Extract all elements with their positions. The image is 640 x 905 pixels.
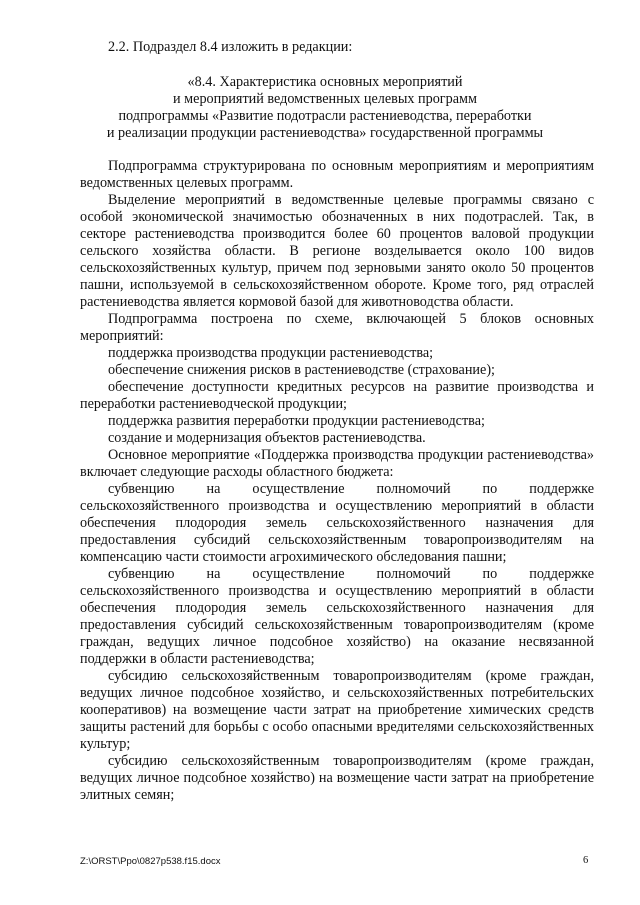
section-note: 2.2. Подраздел 8.4 изложить в редакции: <box>108 39 353 55</box>
list-item: обеспечение снижения рисков в растениеводстве (страхование); <box>108 362 495 378</box>
paragraph: Подпрограмма построена по схеме, включающей 5 блоков основных мероприятий: <box>80 311 594 344</box>
list-item: субвенцию на осуществление полномочий по поддержке сельскохозяйственного производства и осуществлению мероприятий в области обеспечения плодородия земель сельскохозяйственного назначения для предоставления субсидий сельскохозяйственным товаропроизводителям на компенсацию части стоимости агрохимического обследования пашни; <box>80 481 594 565</box>
document-body <box>80 158 594 804</box>
heading-line-3: подпрограммы «Развитие подотрасли растениеводства, переработки <box>118 108 532 124</box>
list-item: субсидию сельскохозяйственным товаропроизводителям (кроме граждан, ведущих личное подсобное хозяйство) на возмещение части затрат на приобретение элитных семян; <box>80 753 594 803</box>
list-item: создание и модернизация объектов растениеводства. <box>108 430 426 446</box>
paragraph: Выделение мероприятий в ведомственные целевые программы связано с особой экономической значимостью обозначенных в них подотраслей. Так, в секторе растениеводства производится более 60 процентов валовой продукции сельского хозяйства области. В регионе возделывается около 100 видов сельскохозяйственных культур, причем под зерновыми занято около 50 процентов пашни, используемой в сельскохозяйственном обороте. Кроме того, ряд отраслей растениеводства является кормовой базой для животноводства области. <box>80 192 594 310</box>
paragraph: Подпрограмма структурирована по основным мероприятиям и мероприятиям ведомственных целевых программ. <box>80 158 594 191</box>
list-item: субсидию сельскохозяйственным товаропроизводителям (кроме граждан, ведущих личное подсобное хозяйство, и сельскохозяйственных потребительских кооперативов) на возмещение части затрат на приобретение химических средств защиты растений для борьбы с особо опасными вредителями сельскохозяйственных культур; <box>80 668 594 752</box>
list-item: обеспечение доступности кредитных ресурсов на развитие производства и переработки растениеводческой продукции; <box>80 379 594 412</box>
list-item: поддержка производства продукции растениеводства; <box>108 345 434 361</box>
list-item: субвенцию на осуществление полномочий по поддержке сельскохозяйственного производства и осуществлению мероприятий в области обеспечения плодородия земель сельскохозяйственного назначения для предоставления субсидий сельскохозяйственным товаропроизводителям (кроме граждан, ведущих личное подсобное хозяйство) на оказание несвязанной поддержки в области растениеводства; <box>80 566 594 667</box>
footer-file-path: Z:\ORST\Ppo\0827p538.f15.docx <box>80 856 221 867</box>
heading-line-1: «8.4. Характеристика основных мероприятий <box>187 74 463 90</box>
heading-line-2: и мероприятий ведомственных целевых программ <box>173 91 477 107</box>
page-number: 6 <box>583 855 589 866</box>
section-heading <box>80 74 570 142</box>
paragraph: Основное мероприятие «Поддержка производства продукции растениеводства» включает следующие расходы областного бюджета: <box>80 447 594 480</box>
list-item: поддержка развития переработки продукции растениеводства; <box>108 413 485 429</box>
heading-line-4: и реализации продукции растениеводства» государственной программы <box>106 125 544 141</box>
